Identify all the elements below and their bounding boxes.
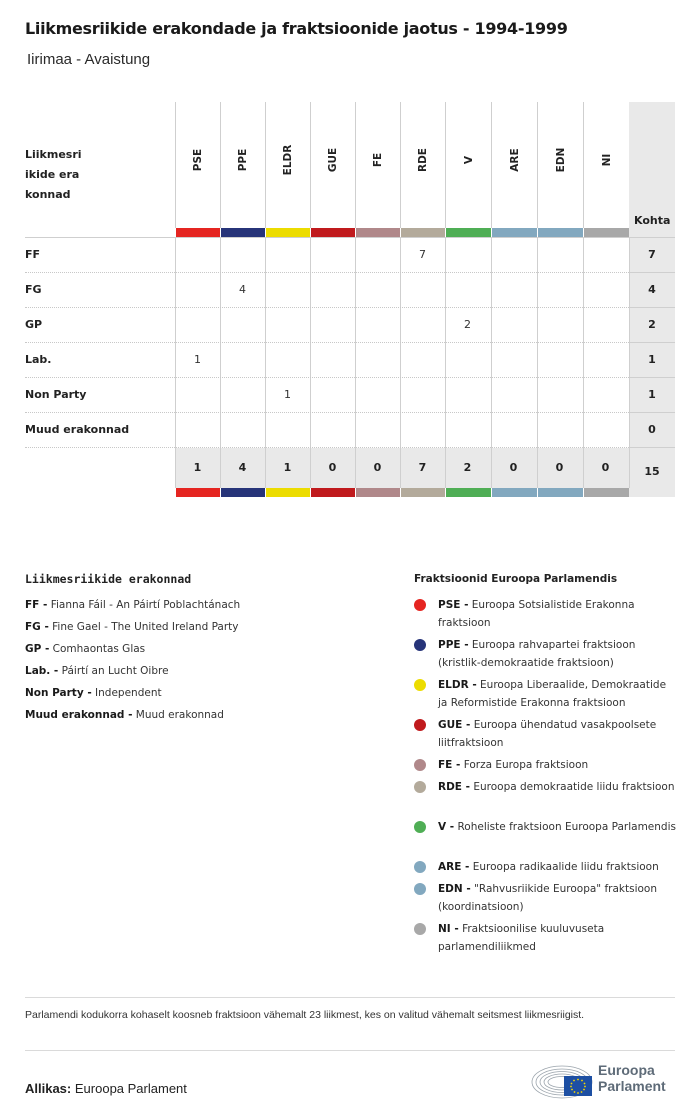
column-color-bar-bottom: [176, 488, 220, 497]
column-header-rde: [400, 102, 445, 228]
column-total: 7: [418, 461, 427, 474]
group-legend-item: [414, 858, 676, 876]
row-divider: [25, 272, 629, 273]
column-total: 0: [555, 461, 564, 474]
party-legend-item: [25, 599, 240, 611]
party-name: Páirtí an Lucht Oibre: [61, 665, 169, 677]
column-divider: [537, 237, 538, 488]
group-abbr: RDE -: [438, 781, 470, 793]
row-label: Muud erakonnad: [25, 423, 130, 436]
group-abbr: GUE -: [438, 719, 471, 731]
group-abbr: FE -: [438, 759, 461, 771]
party-legend-item: [25, 665, 169, 677]
column-header-label: NI: [600, 153, 613, 167]
row-divider: [25, 342, 629, 343]
party-abbr: GP -: [25, 643, 50, 655]
footer-divider-bottom: [25, 1050, 675, 1051]
column-total: 1: [283, 461, 292, 474]
column-color-bar-bottom: [311, 488, 355, 497]
column-header-fe: [355, 102, 400, 228]
group-name: Forza Europa fraktsioon: [463, 759, 589, 771]
group-name: Roheliste fraktsioon Euroopa Parlamendis: [457, 821, 676, 833]
row-divider: [25, 447, 629, 448]
party-abbr: Lab. -: [25, 665, 59, 677]
group-name: Euroopa Sotsialistide Erakonna fraktsioon: [438, 599, 635, 629]
group-name: Euroopa demokraatide liidu fraktsioon: [473, 781, 675, 793]
group-color-dot-icon: [414, 821, 426, 833]
column-header-ppe: [220, 102, 265, 228]
row-divider: [25, 412, 629, 413]
column-color-bar-top: [584, 228, 629, 237]
group-name: Fraktsioonilise kuuluvuseta parlamendiliikmed: [438, 923, 605, 953]
table-cell: 1: [284, 388, 291, 401]
group-abbr: V -: [438, 821, 455, 833]
column-divider: [355, 237, 356, 488]
group-color-dot-icon: [414, 679, 426, 691]
group-legend-item: [414, 756, 676, 774]
party-name: Comhaontas Glas: [52, 643, 146, 655]
column-divider: [310, 237, 311, 488]
column-divider: [445, 237, 446, 488]
party-legend-item: [25, 621, 239, 633]
group-legend-item: [414, 676, 676, 712]
party-name: Fianna Fáil - An Páirtí Poblachtánach: [50, 599, 241, 611]
table-cell: 4: [239, 283, 246, 296]
column-total: 1: [193, 461, 202, 474]
row-divider: [25, 377, 629, 378]
group-abbr: PSE -: [438, 599, 469, 611]
group-color-dot-icon: [414, 639, 426, 651]
column-total: 0: [373, 461, 382, 474]
column-total: 4: [238, 461, 247, 474]
column-header-gue: [310, 102, 355, 228]
party-abbr: FG -: [25, 621, 49, 633]
group-abbr: PPE -: [438, 639, 469, 651]
row-total: 2: [648, 318, 656, 331]
column-header-v: [445, 102, 491, 228]
page-subtitle: Iirimaa - Avaistung: [27, 51, 151, 68]
row-label: FF: [25, 248, 41, 261]
row-divider: [25, 307, 629, 308]
column-header-edn: [537, 102, 583, 228]
source-line: [25, 1081, 187, 1096]
column-color-bar-bottom: [221, 488, 265, 497]
column-header-label: GUE: [327, 147, 339, 173]
column-total: 2: [463, 461, 472, 474]
row-label: FG: [25, 283, 42, 296]
column-header-label: ARE: [508, 148, 521, 172]
group-color-dot-icon: [414, 923, 426, 935]
row-total: 0: [648, 423, 656, 436]
row-total: 7: [648, 248, 656, 261]
column-total: 0: [509, 461, 518, 474]
group-legend-item: [414, 818, 676, 836]
group-name: Euroopa rahvapartei fraktsioon (kristlik-demokraatide fraktsioon): [438, 639, 636, 669]
party-name: Muud erakonnad: [135, 709, 224, 721]
row-label: GP: [25, 318, 43, 331]
source-label: Allikas:: [25, 1081, 72, 1096]
column-divider: [583, 237, 584, 488]
group-name: Euroopa Liberaalide, Demokraatide ja Reformistide Erakonna fraktsioon: [438, 679, 667, 709]
group-color-dot-icon: [414, 781, 426, 793]
column-header-label: PPE: [237, 148, 249, 172]
group-abbr: NI -: [438, 923, 459, 935]
group-color-dot-icon: [414, 759, 426, 771]
group-color-dot-icon: [414, 883, 426, 895]
group-color-dot-icon: [414, 719, 426, 731]
group-abbr: EDN -: [438, 883, 471, 895]
row-divider-total: [629, 377, 675, 378]
column-header-label: ELDR: [282, 144, 294, 176]
group-legend-item: [414, 778, 676, 796]
distribution-table: [0, 0, 700, 520]
column-color-bar-top: [356, 228, 400, 237]
group-abbr: ELDR -: [438, 679, 477, 691]
column-color-bar-top: [266, 228, 310, 237]
group-legend-item: [414, 596, 676, 632]
column-header-label: V: [462, 155, 475, 165]
column-header-label: PSE: [192, 148, 204, 172]
total-column-label: Kohta: [634, 214, 671, 227]
group-abbr: ARE -: [438, 861, 470, 873]
column-color-bar-top: [401, 228, 445, 237]
footer-divider-top: [25, 997, 675, 998]
column-color-bar-bottom: [584, 488, 629, 497]
party-abbr: Muud erakonnad -: [25, 709, 133, 721]
column-color-bar-top: [446, 228, 491, 237]
party-legend-item: [25, 643, 145, 655]
footnote: Parlamendi kodukorra kohaselt koosneb fraktsioon vähemalt 23 liikmest, kes on valitud vähemalt seitsmest liikmesriigist.: [25, 1009, 585, 1021]
column-header-label: RDE: [417, 148, 429, 172]
column-color-bar-bottom: [356, 488, 400, 497]
row-divider-total: [629, 342, 675, 343]
group-legend-item: [414, 716, 676, 752]
column-color-bar-top: [176, 228, 220, 237]
column-header-ni: [583, 102, 629, 228]
column-color-bar-top: [311, 228, 355, 237]
row-divider-total: [629, 272, 675, 273]
column-divider: [265, 237, 266, 488]
logo-text: [598, 1062, 666, 1094]
table-cell: 2: [464, 318, 471, 331]
logo-line-1: Euroopa: [598, 1062, 655, 1078]
row-divider-total: [629, 412, 675, 413]
row-total: 1: [648, 353, 656, 366]
party-legend-item: [25, 709, 224, 721]
party-name: Independent: [95, 687, 162, 699]
column-color-bar-bottom: [492, 488, 537, 497]
column-header-pse: [175, 102, 220, 228]
column-color-bar-bottom: [446, 488, 491, 497]
column-divider: [491, 237, 492, 488]
row-header-label: Liikmesriikide erakonnad: [25, 148, 82, 201]
column-divider: [220, 237, 221, 488]
group-legend-item: [414, 636, 676, 672]
column-color-bar-top: [492, 228, 537, 237]
column-header-label: EDN: [554, 147, 567, 173]
party-name: Fine Gael - The United Ireland Party: [52, 621, 239, 633]
row-divider-total: [629, 447, 675, 448]
party-legend-title: Liikmesriikide erakonnad: [25, 572, 192, 586]
column-color-bar-bottom: [538, 488, 583, 497]
column-color-bar-bottom: [266, 488, 310, 497]
party-abbr: FF -: [25, 599, 48, 611]
column-color-bar-top: [538, 228, 583, 237]
grand-total: 15: [644, 465, 660, 478]
column-divider: [400, 237, 401, 488]
group-legend-title: Fraktsioonid Euroopa Parlamendis: [414, 573, 618, 585]
column-color-bar-top: [221, 228, 265, 237]
total-column-background: [629, 102, 675, 497]
column-color-bar-bottom: [401, 488, 445, 497]
column-total: 0: [601, 461, 610, 474]
logo-line-2: Parlament: [598, 1078, 666, 1094]
column-header-are: [491, 102, 537, 228]
row-label: Non Party: [25, 388, 87, 401]
column-header-eldr: [265, 102, 310, 228]
column-header-label: FE: [372, 152, 384, 168]
party-legend-item: [25, 687, 162, 699]
group-name: Euroopa ühendatud vasakpoolsete liitfraktsioon: [438, 719, 657, 749]
table-cell: 7: [419, 248, 426, 261]
header-divider: [25, 237, 675, 238]
group-legend-item: [414, 880, 676, 916]
group-name: Euroopa radikaalide liidu fraktsioon: [472, 861, 659, 873]
group-legend-item: [414, 920, 676, 956]
table-cell: 1: [194, 353, 201, 366]
party-abbr: Non Party -: [25, 687, 92, 699]
row-divider-total: [629, 307, 675, 308]
row-total: 4: [648, 283, 656, 296]
group-name: "Rahvusriikide Euroopa" fraktsioon (koordinatsioon): [438, 883, 658, 913]
row-total: 1: [648, 388, 656, 401]
group-color-dot-icon: [414, 599, 426, 611]
row-label: Lab.: [25, 353, 52, 366]
page-title: Liikmesriikide erakondade ja fraktsioonide jaotus - 1994-1999: [25, 19, 568, 38]
source-value: Euroopa Parlament: [74, 1081, 187, 1096]
group-color-dot-icon: [414, 861, 426, 873]
column-total: 0: [328, 461, 337, 474]
